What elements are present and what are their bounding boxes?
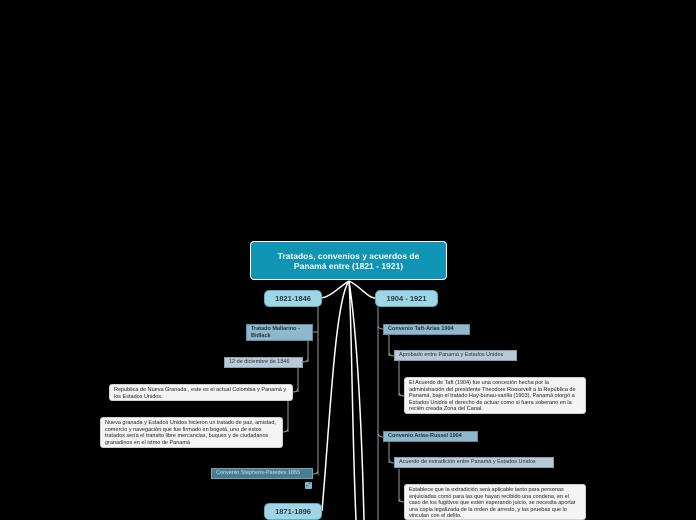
note-extradicion-desc[interactable] xyxy=(404,484,586,520)
note-text: El Acuerdo de Taft (1904) fue una concesión hecha por la administración del presidente Theodore Roosevelt a la República de Panamá, bajo el tratado Hay-bunau-varilla (1903), Panamá otorgó a Estados Unidos el derecho de actuar como si fuera soberano en la recién creada Zona del Canal. xyxy=(409,380,576,413)
connector-fecha xyxy=(303,358,308,362)
topic-convenio-arias-russel[interactable] xyxy=(383,431,478,442)
topic-extradicion[interactable] xyxy=(394,457,554,468)
connector-stephens xyxy=(313,470,318,474)
connector-root-1904 xyxy=(349,281,375,298)
topic-convenio-taft[interactable] xyxy=(383,324,470,335)
root-topic[interactable] xyxy=(250,241,447,280)
branch-label: 1821-1846 xyxy=(275,294,311,303)
topic-label: Acuerdo de extradición entre Panamá y Estados Unidos xyxy=(399,459,536,466)
connector-ng xyxy=(293,388,298,392)
connector-root-1871 xyxy=(322,281,349,511)
branch-1904-1921[interactable] xyxy=(375,290,438,307)
note-text: Nueva granada y Estados Unidos hicieron un tratado de paz, amistad, comercio y navegación que fue firmado en bogotá, uno de estos tratados sería el transito libre mercancias, buques y de ciudadanos granadinos en el istmo de Panamá xyxy=(105,420,276,446)
topic-label: Convenio Taft-Arias 1904 xyxy=(388,326,454,333)
branch-label: 1871-1896 xyxy=(275,507,311,516)
topic-fecha-1846[interactable] xyxy=(224,357,303,368)
topic-label: Tratado Mallarino - Bidlack xyxy=(251,326,300,339)
branch-label: 1904 - 1921 xyxy=(386,294,427,303)
connector-root-down-1 xyxy=(349,281,356,520)
root-title: Tratados, convenios y acuerdos de Panamá entre (1821 - 1921) xyxy=(277,250,420,271)
link-icon[interactable]: ⤢ xyxy=(306,482,311,488)
note-text: Republica de Nueva Granada , este es el actual Colombia y Panamá y los Estados Unidos. xyxy=(114,387,287,400)
note-tratado-paz[interactable] xyxy=(100,417,283,448)
connector-mallarino xyxy=(313,325,318,332)
note-text: Establece que la extradición será aplicable tanto para personas enjuiciadas como para las que hayan recibido una condena, en el caso de los fugitivos que estén esperando juicio, se necesita aportar una copia legalizada de la orden de arresto, y las pruebas que lo vinculan con el delito. xyxy=(409,487,576,520)
note-nueva-granada[interactable] xyxy=(109,384,293,401)
connector-root-down-2 xyxy=(349,281,364,520)
connector-paz xyxy=(283,428,288,432)
branch-1821-1846[interactable] xyxy=(264,290,322,307)
topic-aprobado[interactable] xyxy=(394,350,517,361)
topic-label: 12 de diciembre de 1846 xyxy=(229,359,290,366)
note-taft-desc[interactable] xyxy=(404,377,586,414)
topic-label: Convenio Arias-Russel 1904 xyxy=(388,433,462,440)
topic-label: Convenio Stephens-Paredes 1855 xyxy=(216,470,301,476)
topic-label: Aprobado entre Panamá y Estados Unidos xyxy=(399,352,504,359)
topic-convenio-stephens[interactable] xyxy=(211,468,313,479)
branch-1871-1896[interactable] xyxy=(264,503,322,520)
topic-tratado-mallarino[interactable] xyxy=(246,324,313,341)
